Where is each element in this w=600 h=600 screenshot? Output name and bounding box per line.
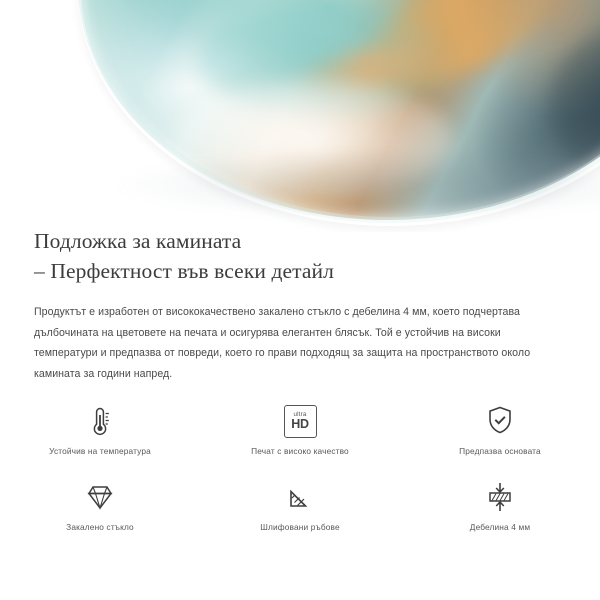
headline-line-1: Подложка за камината xyxy=(34,229,242,253)
feature-label: Печат с високо качество xyxy=(251,446,349,456)
feature-grid xyxy=(0,398,600,544)
feature-label: Дебелина 4 мм xyxy=(469,522,531,532)
feature-item-thickness xyxy=(400,474,600,544)
badge-main-text: HD xyxy=(291,416,309,431)
feature-item-polished-edges xyxy=(200,474,400,544)
diamond-icon xyxy=(82,474,118,520)
ultra-hd-badge-icon xyxy=(284,398,317,444)
feature-label: Шлифовани ръбове xyxy=(260,522,340,532)
polished-edges-icon xyxy=(282,474,318,520)
feature-label: Закалено стъкло xyxy=(66,522,134,532)
thickness-arrows-icon xyxy=(482,474,518,520)
feature-item-protects-base xyxy=(400,398,600,468)
page-title xyxy=(34,226,554,286)
shield-check-icon xyxy=(483,398,517,444)
glass-board-surface xyxy=(78,0,600,220)
feature-label: Устойчив на температура xyxy=(49,446,151,456)
headline-line-2: – Перфектност във всеки детайл xyxy=(34,259,334,283)
description-paragraph: Продуктът е изработен от висококачествено закалено стъкло с дебелина 4 мм, което подчертава дълбочината на цветовете на печата и осигурява елегантен блясък. Той е устойчив на високи температури и предпазва от повреди, което го прави подходящ за защита на пространството около камината за години напред. xyxy=(34,306,531,380)
feature-item-tempered-glass xyxy=(0,474,200,544)
badge-top-text: ultra xyxy=(293,410,307,418)
feature-item-print-quality xyxy=(200,398,400,468)
thermometer-icon xyxy=(83,398,117,444)
text-content xyxy=(0,226,600,384)
decor-swirl-dark xyxy=(548,20,600,190)
feature-item-temperature xyxy=(0,398,200,468)
feature-label: Предпазва основата xyxy=(459,446,541,456)
hero-image xyxy=(0,0,600,232)
decor-swirl-white xyxy=(173,80,453,200)
